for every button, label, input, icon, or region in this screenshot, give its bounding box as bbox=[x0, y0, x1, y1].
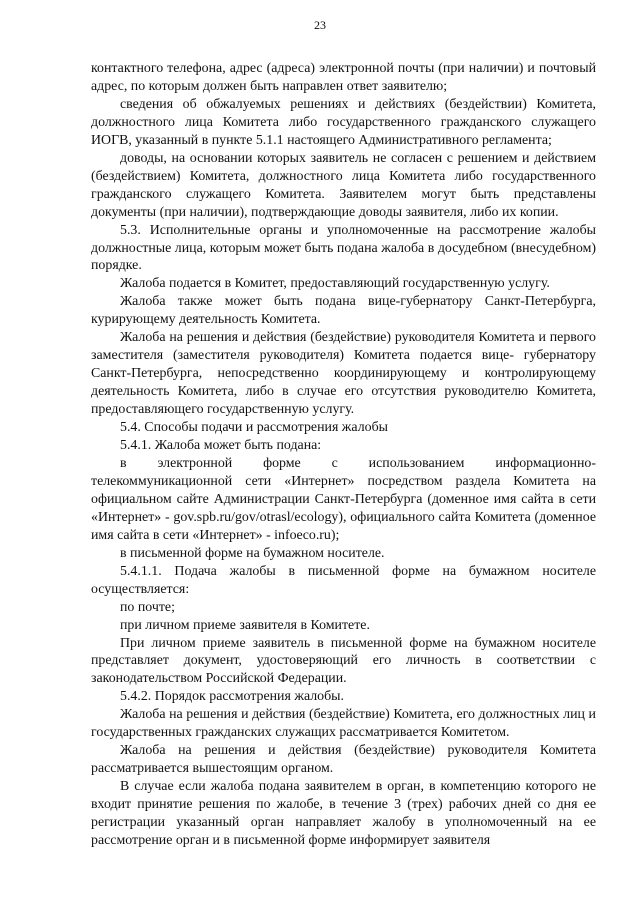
paragraph: доводы, на основании которых заявитель не согласен с решением и действием (бездействием) Комитета, должностного лица Комитета либо государственного гражданского служащего Комитета. Заявителем могут быть представлены документы (при наличии), подтверждающие доводы заявителя, либо их копии. bbox=[91, 150, 596, 220]
paragraph: 5.4.1.1. Подача жалобы в письменной форме на бумажном носителе осуществляется: bbox=[91, 563, 596, 597]
paragraph: 5.4.1. Жалоба может быть подана: bbox=[120, 438, 322, 454]
paragraph: Жалоба подается в Комитет, предоставляющий государственную услугу. bbox=[120, 276, 550, 292]
section-heading-5-4-2: 5.4.2. Порядок рассмотрения жалобы. bbox=[120, 689, 344, 705]
paragraph: при личном приеме заявителя в Комитете. bbox=[120, 617, 370, 633]
paragraph: в электронной форме с использованием информационно-телекоммуникационной сети «Интернет» посредством раздела Комитета на официальном сайте Администрации Санкт-Петербурга (доменное имя сайта в сети «Интернет» - gov.spb.ru/gov/otrasl/ecology), официального сайта Комитета (доменное имя сайта в сети «Интернет» - infoeco.ru); bbox=[91, 455, 596, 543]
paragraph: Жалоба на решения и действия (бездействие) руководителя Комитета рассматривается вышестоящим органом. bbox=[91, 743, 596, 777]
paragraph: При личном приеме заявитель в письменной форме на бумажном носителе представляет документ, удостоверяющий его личность в соответствии с законодательством Российской Федерации. bbox=[91, 635, 596, 687]
paragraph: В случае если жалоба подана заявителем в орган, в компетенцию которого не входит принятие решения по жалобе, в течение 3 (трех) рабочих дней со дня ее регистрации указанный орган направляет жалобу в уполномоченный на ее рассмотрение орган и в письменной форме информирует заявителя bbox=[91, 779, 596, 848]
paragraph: сведения об обжалуемых решениях и действиях (бездействии) Комитета, должностного лица Комитета либо государственного гражданского служащего ИОГВ, указанный в пункте 5.1.1 настоящего Административного регламента; bbox=[91, 96, 596, 148]
paragraph: Жалоба на решения и действия (бездействие) Комитета, его должностных лиц и государственных гражданских служащих рассматривается Комитетом. bbox=[91, 707, 596, 741]
paragraph: Жалоба на решения и действия (бездействие) руководителя Комитета и первого заместителя (заместителя руководителя) Комитета подается вице- губернатору Санкт-Петербурга, непосредственно координирующему и контролирующему деятельность Комитета, либо в случае его отсутствия руководителю Комитета, предоставляющего государственную услугу. bbox=[91, 330, 596, 418]
section-heading-5-3: 5.3. Исполнительные органы и уполномоченные на рассмотрение жалобы должностные лица, которым может быть подана жалоба в досудебном (внесудебном) порядке. bbox=[91, 222, 596, 274]
paragraph: контактного телефона, адрес (адреса) электронной почты (при наличии) и почтовый адрес, по которым должен быть направлен ответ заявителю; bbox=[91, 61, 596, 94]
paragraph: Жалоба также может быть подана вице-губернатору Санкт-Петербурга, курирующему деятельность Комитета. bbox=[91, 294, 596, 328]
paragraph: по почте; bbox=[120, 599, 175, 615]
page-number: 23 bbox=[314, 18, 326, 32]
paragraph: в письменной форме на бумажном носителе. bbox=[120, 545, 385, 561]
section-heading-5-4: 5.4. Способы подачи и рассмотрения жалобы bbox=[120, 420, 388, 436]
document-body bbox=[91, 60, 596, 850]
